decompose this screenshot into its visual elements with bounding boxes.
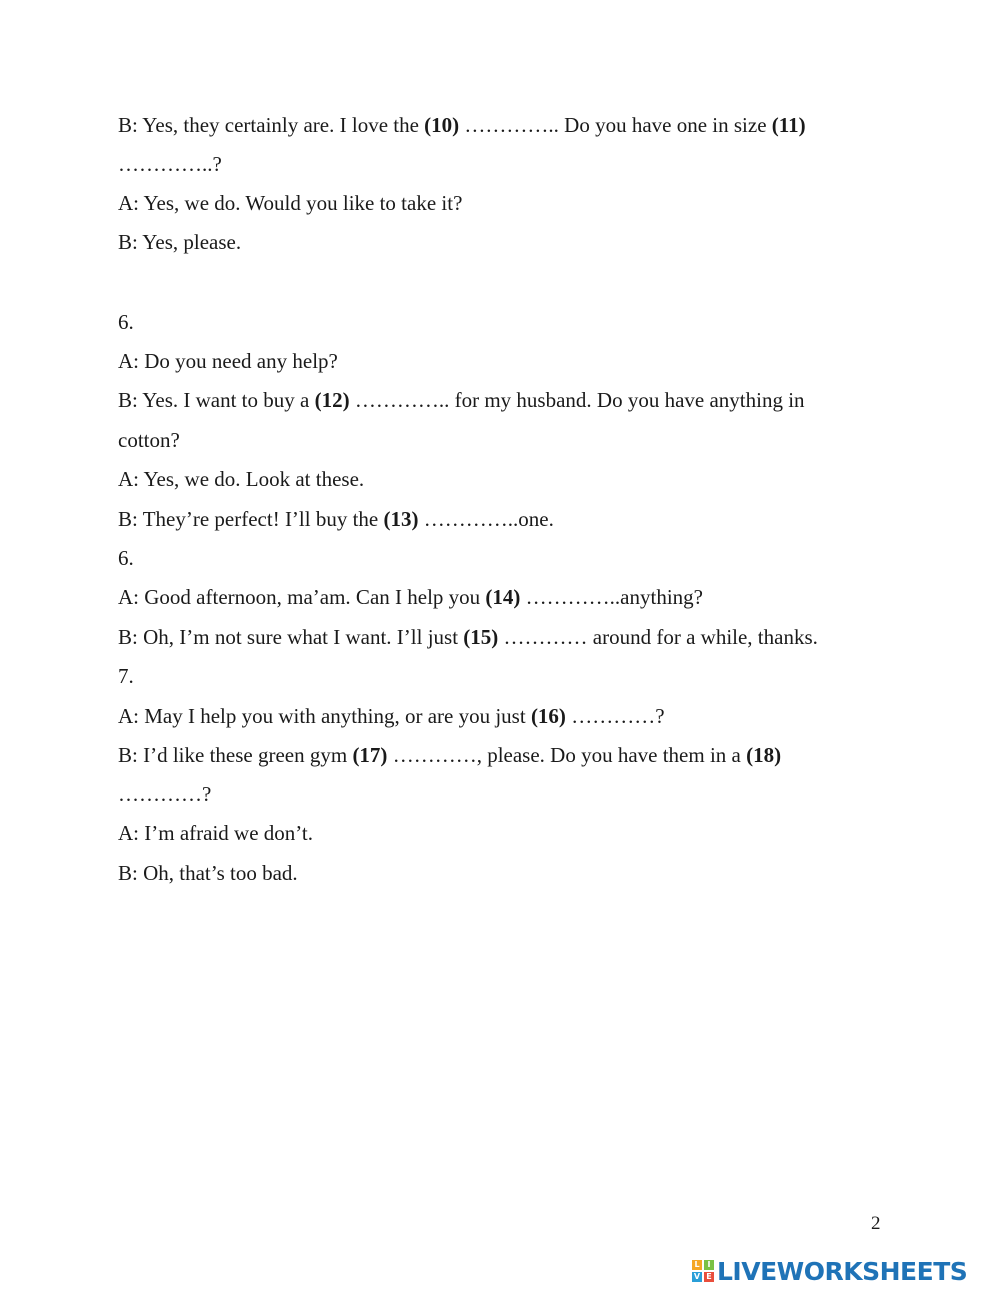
- line-text: B: Yes, they certainly are. I love the: [118, 113, 425, 137]
- dialogue-line: A: Yes, we do. Look at these.: [118, 467, 365, 491]
- blank-number-17: (17): [352, 743, 388, 767]
- blank-number-15: (15): [463, 625, 499, 649]
- liveworksheets-logo[interactable]: [692, 1256, 967, 1286]
- line-text: A: May I help you with anything, or are you just: [118, 704, 531, 728]
- line-text: ………… around for a while, thanks.: [498, 625, 818, 649]
- dialogue-line: cotton?: [118, 428, 180, 452]
- logo-mark-letter: L: [692, 1260, 702, 1270]
- line-text: B: They’re perfect! I’ll buy the: [118, 507, 384, 531]
- blank-number-18: (18): [746, 743, 782, 767]
- dialogue-line: [118, 624, 818, 650]
- line-text: ………….. Do you have one in size: [459, 113, 772, 137]
- section-number: 6.: [118, 310, 134, 334]
- dialogue-line: [118, 506, 554, 532]
- logo-mark-letter: I: [704, 1260, 714, 1270]
- logo-mark-icon: [692, 1260, 714, 1282]
- line-text: ………….. for my husband. Do you have anything in: [349, 388, 805, 412]
- dialogue-line: A: Yes, we do. Would you like to take it?: [118, 191, 463, 215]
- dialogue-line: B: Oh, that’s too bad.: [118, 861, 298, 885]
- dialogue-line: [118, 703, 665, 729]
- blank-number-13: (13): [383, 507, 419, 531]
- dialogue-line: [118, 387, 805, 413]
- dialogue-line: [118, 742, 781, 768]
- section-number: 6.: [118, 546, 134, 570]
- logo-mark-letter: E: [704, 1272, 714, 1282]
- logo-text: LIVEWORKSHEETS: [717, 1256, 968, 1286]
- section-number: 7.: [118, 664, 134, 688]
- line-text: A: Good afternoon, ma’am. Can I help you: [118, 585, 486, 609]
- blank-number-10: (10): [424, 113, 460, 137]
- line-text: …………?: [565, 704, 665, 728]
- dialogue-line: A: I’m afraid we don’t.: [118, 821, 313, 845]
- dialogue-line: [118, 584, 703, 610]
- blank-number-12: (12): [314, 388, 350, 412]
- line-text: …………, please. Do you have them in a: [387, 743, 747, 767]
- line-text: …………..one.: [418, 507, 554, 531]
- dialogue-line: …………?: [118, 782, 212, 806]
- dialogue-line: B: Yes, please.: [118, 230, 242, 254]
- line-text: B: Yes. I want to buy a: [118, 388, 315, 412]
- blank-number-14: (14): [485, 585, 521, 609]
- line-text: B: I’d like these green gym: [118, 743, 353, 767]
- blank-number-11: (11): [771, 113, 806, 137]
- blank-number-16: (16): [530, 704, 566, 728]
- line-text: B: Oh, I’m not sure what I want. I’ll just: [118, 625, 464, 649]
- dialogue-line: A: Do you need any help?: [118, 349, 338, 373]
- logo-mark-letter: V: [693, 1272, 701, 1281]
- dialogue-line: [118, 112, 806, 138]
- dialogue-line: …………..?: [118, 152, 222, 176]
- line-text: …………..anything?: [520, 585, 703, 609]
- page-number: 2: [871, 1213, 881, 1234]
